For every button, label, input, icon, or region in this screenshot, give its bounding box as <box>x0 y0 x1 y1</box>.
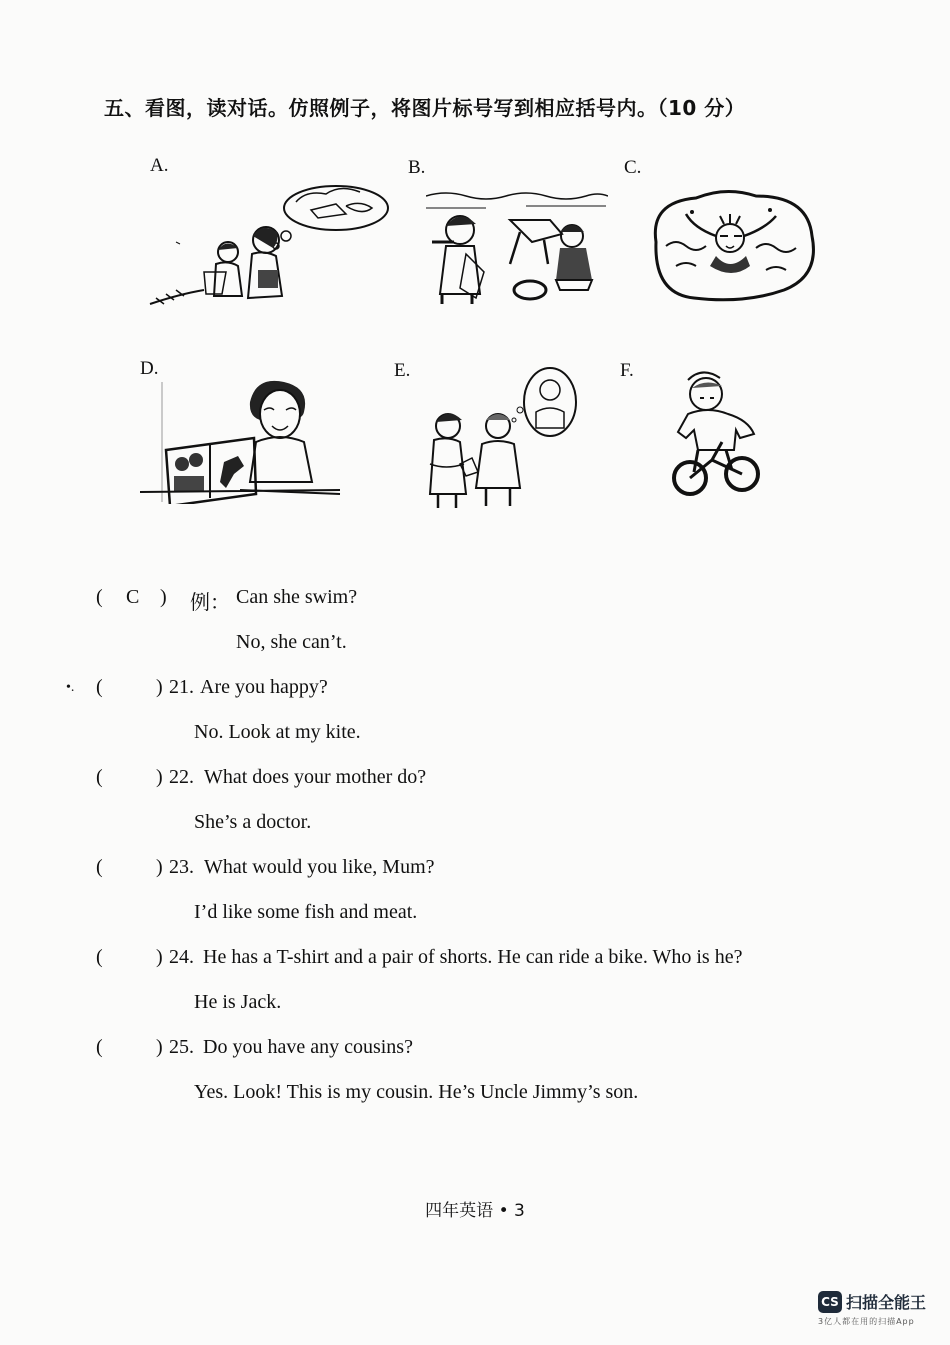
reply-text: I’d like some fish and meat. <box>194 901 418 923</box>
answer-paren-open: ( <box>96 766 103 788</box>
example-question: Can she swim? <box>236 586 358 608</box>
boy-riding-bike-image <box>670 366 766 506</box>
answer-paren-open: ( <box>96 1036 103 1058</box>
question-number: 23. <box>169 856 194 878</box>
reply-text: Yes. Look! This is my cousin. He’s Uncle Jimmy’s son. <box>194 1081 639 1103</box>
camscanner-logo-icon: CS <box>818 1291 842 1313</box>
answer-paren-close: ) <box>156 766 163 788</box>
picture-label-f: F. <box>620 360 634 381</box>
kids-with-kite-and-bike-image <box>426 190 608 308</box>
question-number: 24. <box>169 946 194 968</box>
watermark-name: 扫描全能王 <box>846 1293 927 1312</box>
watermark-subtitle: 3亿人都在用的扫描App <box>818 1317 915 1326</box>
picture-label-b: B. <box>408 157 426 178</box>
woman-showing-photo-album-image <box>140 380 346 504</box>
picture-label-e: E. <box>394 360 411 381</box>
answer-paren-close: ) <box>156 1036 163 1058</box>
example-prefix: 例： <box>190 592 230 614</box>
example-reply: No, she can’t. <box>236 631 347 653</box>
reply-text: No. Look at my kite. <box>194 721 361 743</box>
example-paren-close: ) <box>160 586 167 608</box>
picture-label-a: A. <box>150 155 169 176</box>
picture-label-c: C. <box>624 157 642 178</box>
question-row <box>96 766 896 792</box>
mother-child-thinking-of-food-image <box>146 180 394 312</box>
answer-paren-open: ( <box>96 856 103 878</box>
reply-text: She’s a doctor. <box>194 811 312 833</box>
answer-paren-close: ) <box>156 856 163 878</box>
answer-paren-close: ) <box>156 676 163 698</box>
question-text: Do you have any cousins? <box>203 1036 413 1058</box>
answer-paren-open: ( <box>96 676 103 698</box>
question-number: 22. <box>169 766 194 788</box>
stray-marks: •. <box>66 680 75 695</box>
question-row <box>96 856 896 882</box>
reply-text: He is Jack. <box>194 991 282 1013</box>
answer-paren-close: ) <box>156 946 163 968</box>
question-row <box>96 946 906 972</box>
section-title: 五、看图，读对话。仿照例子，将图片标号写到相应括号内。（10 分） <box>104 96 746 120</box>
girls-thinking-of-doctor-image <box>420 364 586 512</box>
answer-paren-open: ( <box>96 946 103 968</box>
example-answer: C <box>126 586 140 608</box>
question-number: 21. <box>169 676 194 698</box>
page-footer: 四年英语 • 3 <box>425 1201 525 1221</box>
question-text: He has a T-shirt and a pair of shorts. He can ride a bike. Who is he? <box>203 946 743 968</box>
girl-swimming-image <box>646 186 816 302</box>
question-text: Are you happy? <box>200 676 328 698</box>
picture-label-d: D. <box>140 358 159 379</box>
question-text: What does your mother do? <box>204 766 427 788</box>
scanner-watermark <box>818 1290 926 1327</box>
question-text: What would you like, Mum? <box>204 856 435 878</box>
question-row <box>96 1036 896 1062</box>
example-row <box>96 586 896 612</box>
example-paren-open: ( <box>96 586 103 608</box>
question-row <box>96 676 896 702</box>
question-number: 25. <box>169 1036 194 1058</box>
